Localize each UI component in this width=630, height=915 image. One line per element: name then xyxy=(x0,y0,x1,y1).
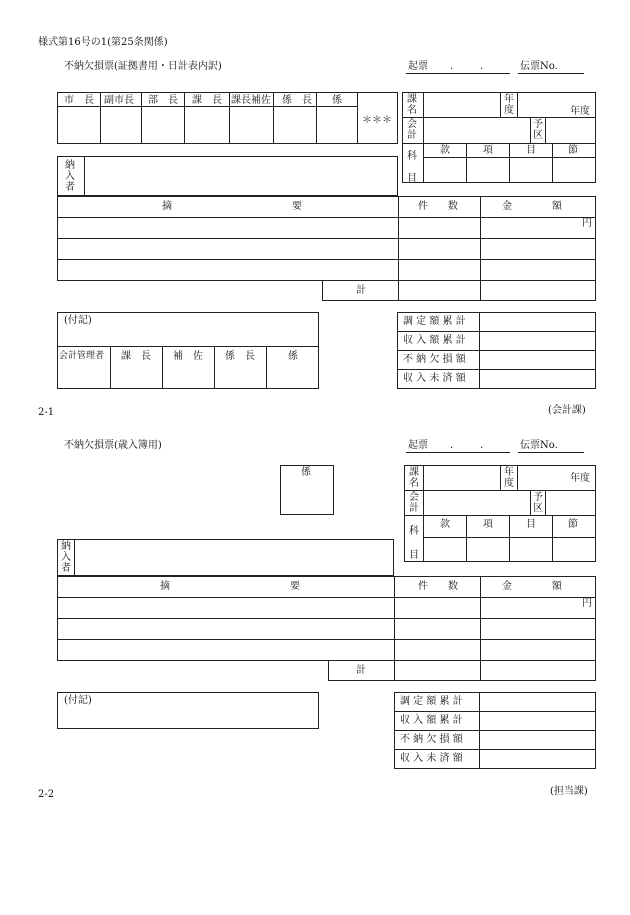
section1-payer-box xyxy=(57,156,398,196)
summary-shunyu: 収 入 額 累 計 xyxy=(403,335,466,346)
kou-label: 項 xyxy=(483,145,493,156)
approver-kakari-bottom: 係 xyxy=(288,351,298,362)
section2-summary-chotei: 調 定 額 累 計 xyxy=(400,696,463,707)
approver-kacho: 課 長 xyxy=(192,95,222,106)
section2-summary-shunyu: 収 入 額 累 計 xyxy=(400,715,463,726)
section2-yen-unit: 円 xyxy=(582,598,592,609)
section2-summary-kesson: 不 納 欠 損 額 xyxy=(400,734,463,745)
section2-nendo-label: 年度 xyxy=(504,467,514,489)
section2-date-dot2: . xyxy=(480,440,484,451)
yoku-label: 予区 xyxy=(533,119,543,141)
approver-kaikei-kanrisha: 会計管理者 xyxy=(59,351,105,361)
tekiyo-header: 摘 要 xyxy=(162,201,302,212)
section1-info-block xyxy=(402,92,596,183)
section2-denpyo-label: 伝票No. xyxy=(520,440,558,451)
nendo-unit: 年度 xyxy=(570,106,590,117)
section2-kensu-header: 件 数 xyxy=(418,581,458,592)
section2-moku-label: 目 xyxy=(526,519,536,530)
yen-unit: 円 xyxy=(582,218,592,229)
approver-shicho: 市 長 xyxy=(64,95,94,106)
setsu-label: 節 xyxy=(568,145,578,156)
section2-denpyo-underline xyxy=(518,452,584,453)
section2-fuki-label: (付記) xyxy=(64,695,92,706)
section1-date-dot2: . xyxy=(480,61,484,72)
section1-denpyo-underline xyxy=(518,73,584,74)
section1-code: 2-1 xyxy=(38,407,55,418)
section1-kihyo-label: 起票 xyxy=(408,61,428,72)
section2-kamoku-label: 科目 xyxy=(409,526,419,561)
kaikei-label: 会計 xyxy=(407,119,417,141)
section2-summary-misai: 収 入 未 済 額 xyxy=(400,753,463,764)
section1-kihyo-underline xyxy=(406,73,510,74)
approver-bucho: 部 長 xyxy=(148,95,178,106)
section2-tekiyo-header: 摘 要 xyxy=(160,581,300,592)
section2-kakari-label: 係 xyxy=(301,467,311,478)
approver-fukushicho: 副市長 xyxy=(104,95,134,106)
ka-mei-label: 課名 xyxy=(407,94,417,116)
section2-kingaku-header: 金 額 xyxy=(502,581,562,592)
section2-setsu-label: 節 xyxy=(568,519,578,530)
stars-mark: ＊＊＊ xyxy=(362,115,392,126)
kamoku-label: 科目 xyxy=(407,151,417,184)
approval-header-line xyxy=(57,106,357,107)
section2-note-box xyxy=(57,692,319,729)
section2-dept: (担当課) xyxy=(550,786,588,797)
approver-kakaricho: 係 長 xyxy=(282,95,312,106)
section2-payer-box xyxy=(57,539,394,576)
nounyu-label: 納入者 xyxy=(65,160,75,193)
approver-kakaricho-bottom: 係 長 xyxy=(225,351,255,362)
kei-label: 計 xyxy=(356,285,366,296)
approver-hosa-bottom: 補 佐 xyxy=(173,351,203,362)
summary-kesson: 不 納 欠 損 額 xyxy=(403,354,466,365)
fuki-label: (付記) xyxy=(64,315,92,326)
section2-code: 2-2 xyxy=(38,789,55,800)
summary-chotei: 調 定 額 累 計 xyxy=(403,316,466,327)
section2-date-dot1: . xyxy=(450,440,454,451)
section2-kihyo-underline xyxy=(406,452,510,453)
section2-nounyu-label: 納入者 xyxy=(61,541,71,574)
kensu-header: 件 数 xyxy=(418,201,458,212)
section1-title: 不納欠損票(証拠書用・日計表内訳) xyxy=(64,61,222,72)
form-number: 様式第16号の1(第25条関係) xyxy=(38,37,168,48)
section2-title: 不納欠損票(歳入簿用) xyxy=(64,440,162,451)
nendo-label: 年度 xyxy=(504,94,514,116)
approver-kakari: 係 xyxy=(332,95,342,106)
section1-date-dot1: . xyxy=(450,61,454,72)
approver-kacho-bottom: 課 長 xyxy=(121,351,151,362)
section1-denpyo-label: 伝票No. xyxy=(520,61,558,72)
section1-dept: (会計課) xyxy=(548,405,586,416)
section2-kihyo-label: 起票 xyxy=(408,440,428,451)
kingaku-header: 金 額 xyxy=(502,201,562,212)
section2-kaikei-label: 会計 xyxy=(409,492,419,514)
kan-label: 款 xyxy=(440,145,450,156)
section2-kei-label: 計 xyxy=(356,665,366,676)
section2-nendo-unit: 年度 xyxy=(570,473,590,484)
approver-kachohosa: 課長補佐 xyxy=(231,95,271,106)
section2-yoku-label: 予区 xyxy=(533,492,543,514)
section2-ka-mei-label: 課名 xyxy=(409,467,419,489)
moku-label: 目 xyxy=(526,145,536,156)
section2-kou-label: 項 xyxy=(483,519,493,530)
section2-kan-label: 款 xyxy=(440,519,450,530)
summary-misai: 収 入 未 済 額 xyxy=(403,373,466,384)
